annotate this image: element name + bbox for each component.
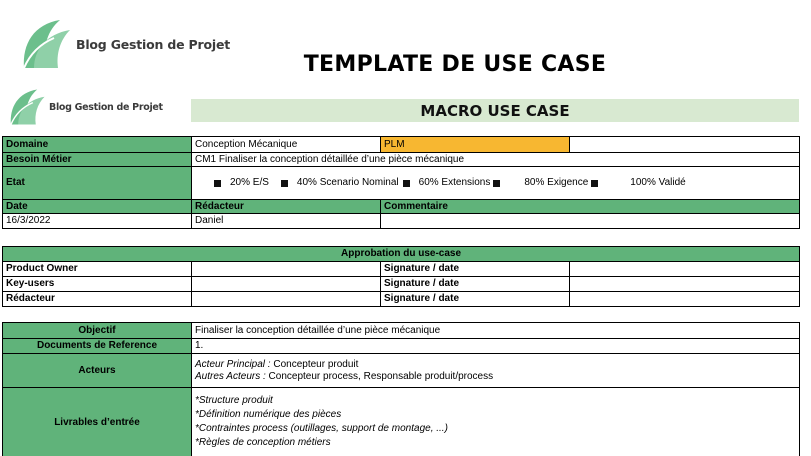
row-date-header (3, 200, 800, 214)
list-item: *Structure produit (195, 395, 273, 406)
checkbox-icon[interactable] (591, 180, 598, 187)
documents-label: Documents de Reference (3, 339, 192, 354)
commentaire-value[interactable] (381, 214, 800, 229)
row-besoin (3, 153, 800, 167)
acteurs-label: Acteurs (3, 354, 192, 388)
page-title: TEMPLATE DE USE CASE (303, 52, 607, 77)
checkbox-icon[interactable] (281, 180, 288, 187)
redacteur-label: Rédacteur (192, 200, 381, 214)
leaf-icon (20, 18, 72, 70)
etat-option[interactable]: 20% E/S (214, 177, 269, 189)
commentaire-label: Commentaire (381, 200, 800, 214)
row-date-values (3, 214, 800, 229)
date-label: Date (3, 200, 192, 214)
blog-logo-small (8, 88, 163, 126)
row-acteurs (3, 354, 800, 388)
besoin-value[interactable]: CM1 Finaliser la conception détaillée d’une pièce mécanique (192, 153, 800, 167)
signature-value[interactable] (570, 292, 800, 307)
checkbox-icon[interactable] (493, 180, 500, 187)
logo-text-small: Blog Gestion de Projet (49, 101, 163, 113)
etat-option[interactable]: 60% Extensions (403, 177, 491, 189)
use-case-details-table (2, 322, 800, 456)
signature-label: Signature / date (381, 292, 570, 307)
date-value[interactable]: 16/3/2022 (3, 214, 192, 229)
approbation-title: Approbation du use-case (3, 247, 800, 262)
etat-option[interactable]: 40% Scenario Nominal (281, 177, 399, 189)
macro-use-case-title: MACRO USE CASE (191, 99, 799, 122)
use-case-header-table (2, 136, 800, 229)
acteurs-value[interactable]: Acteur Principal : Concepteur produit Autres Acteurs : Concepteur process, Responsable produit/process (192, 354, 800, 388)
redacteur-value[interactable]: Daniel (192, 214, 381, 229)
signature-label: Signature / date (381, 262, 570, 277)
checkbox-icon[interactable] (403, 180, 410, 187)
approver-name[interactable] (192, 292, 381, 307)
approver-label: Key-users (3, 277, 192, 292)
approbation-header-row (3, 247, 800, 262)
signature-label: Signature / date (381, 277, 570, 292)
blog-logo (20, 18, 230, 70)
list-item: *Règles de conception métiers (195, 437, 331, 448)
approver-name[interactable] (192, 262, 381, 277)
checkbox-icon[interactable] (214, 180, 221, 187)
row-etat (3, 167, 800, 200)
livrables-value[interactable] (192, 388, 800, 456)
domaine-value[interactable]: Conception Mécanique (192, 137, 381, 153)
leaf-icon (8, 88, 46, 126)
table-row (3, 262, 800, 277)
etat-option[interactable]: 80% Exigence (493, 177, 588, 189)
list-item: *Définition numérique des pièces (195, 409, 342, 420)
approver-name[interactable] (192, 277, 381, 292)
besoin-label: Besoin Métier (3, 153, 192, 167)
row-objectif (3, 323, 800, 339)
etat-options (192, 167, 800, 200)
approver-label: Rédacteur (3, 292, 192, 307)
approver-label: Product Owner (3, 262, 192, 277)
row-livrables (3, 388, 800, 456)
signature-value[interactable] (570, 277, 800, 292)
domaine-label: Domaine (3, 137, 192, 153)
logo-text: Blog Gestion de Projet (76, 36, 231, 52)
livrables-label: Livrables d’entrée (3, 388, 192, 456)
approbation-table (2, 246, 800, 307)
objectif-value[interactable]: Finaliser la conception détaillée d’une pièce mécanique (192, 323, 800, 339)
etat-option[interactable]: 100% Validé (591, 177, 685, 189)
objectif-label: Objectif (3, 323, 192, 339)
table-row (3, 292, 800, 307)
signature-value[interactable] (570, 262, 800, 277)
list-item: *Contraintes process (outillages, support de montage, ...) (195, 423, 448, 434)
row-domaine (3, 137, 800, 153)
domaine-extra[interactable] (570, 137, 800, 153)
etat-label: Etat (3, 167, 192, 200)
documents-value[interactable]: 1. (192, 339, 800, 354)
domaine-tag[interactable]: PLM (381, 137, 570, 153)
row-documents (3, 339, 800, 354)
table-row (3, 277, 800, 292)
